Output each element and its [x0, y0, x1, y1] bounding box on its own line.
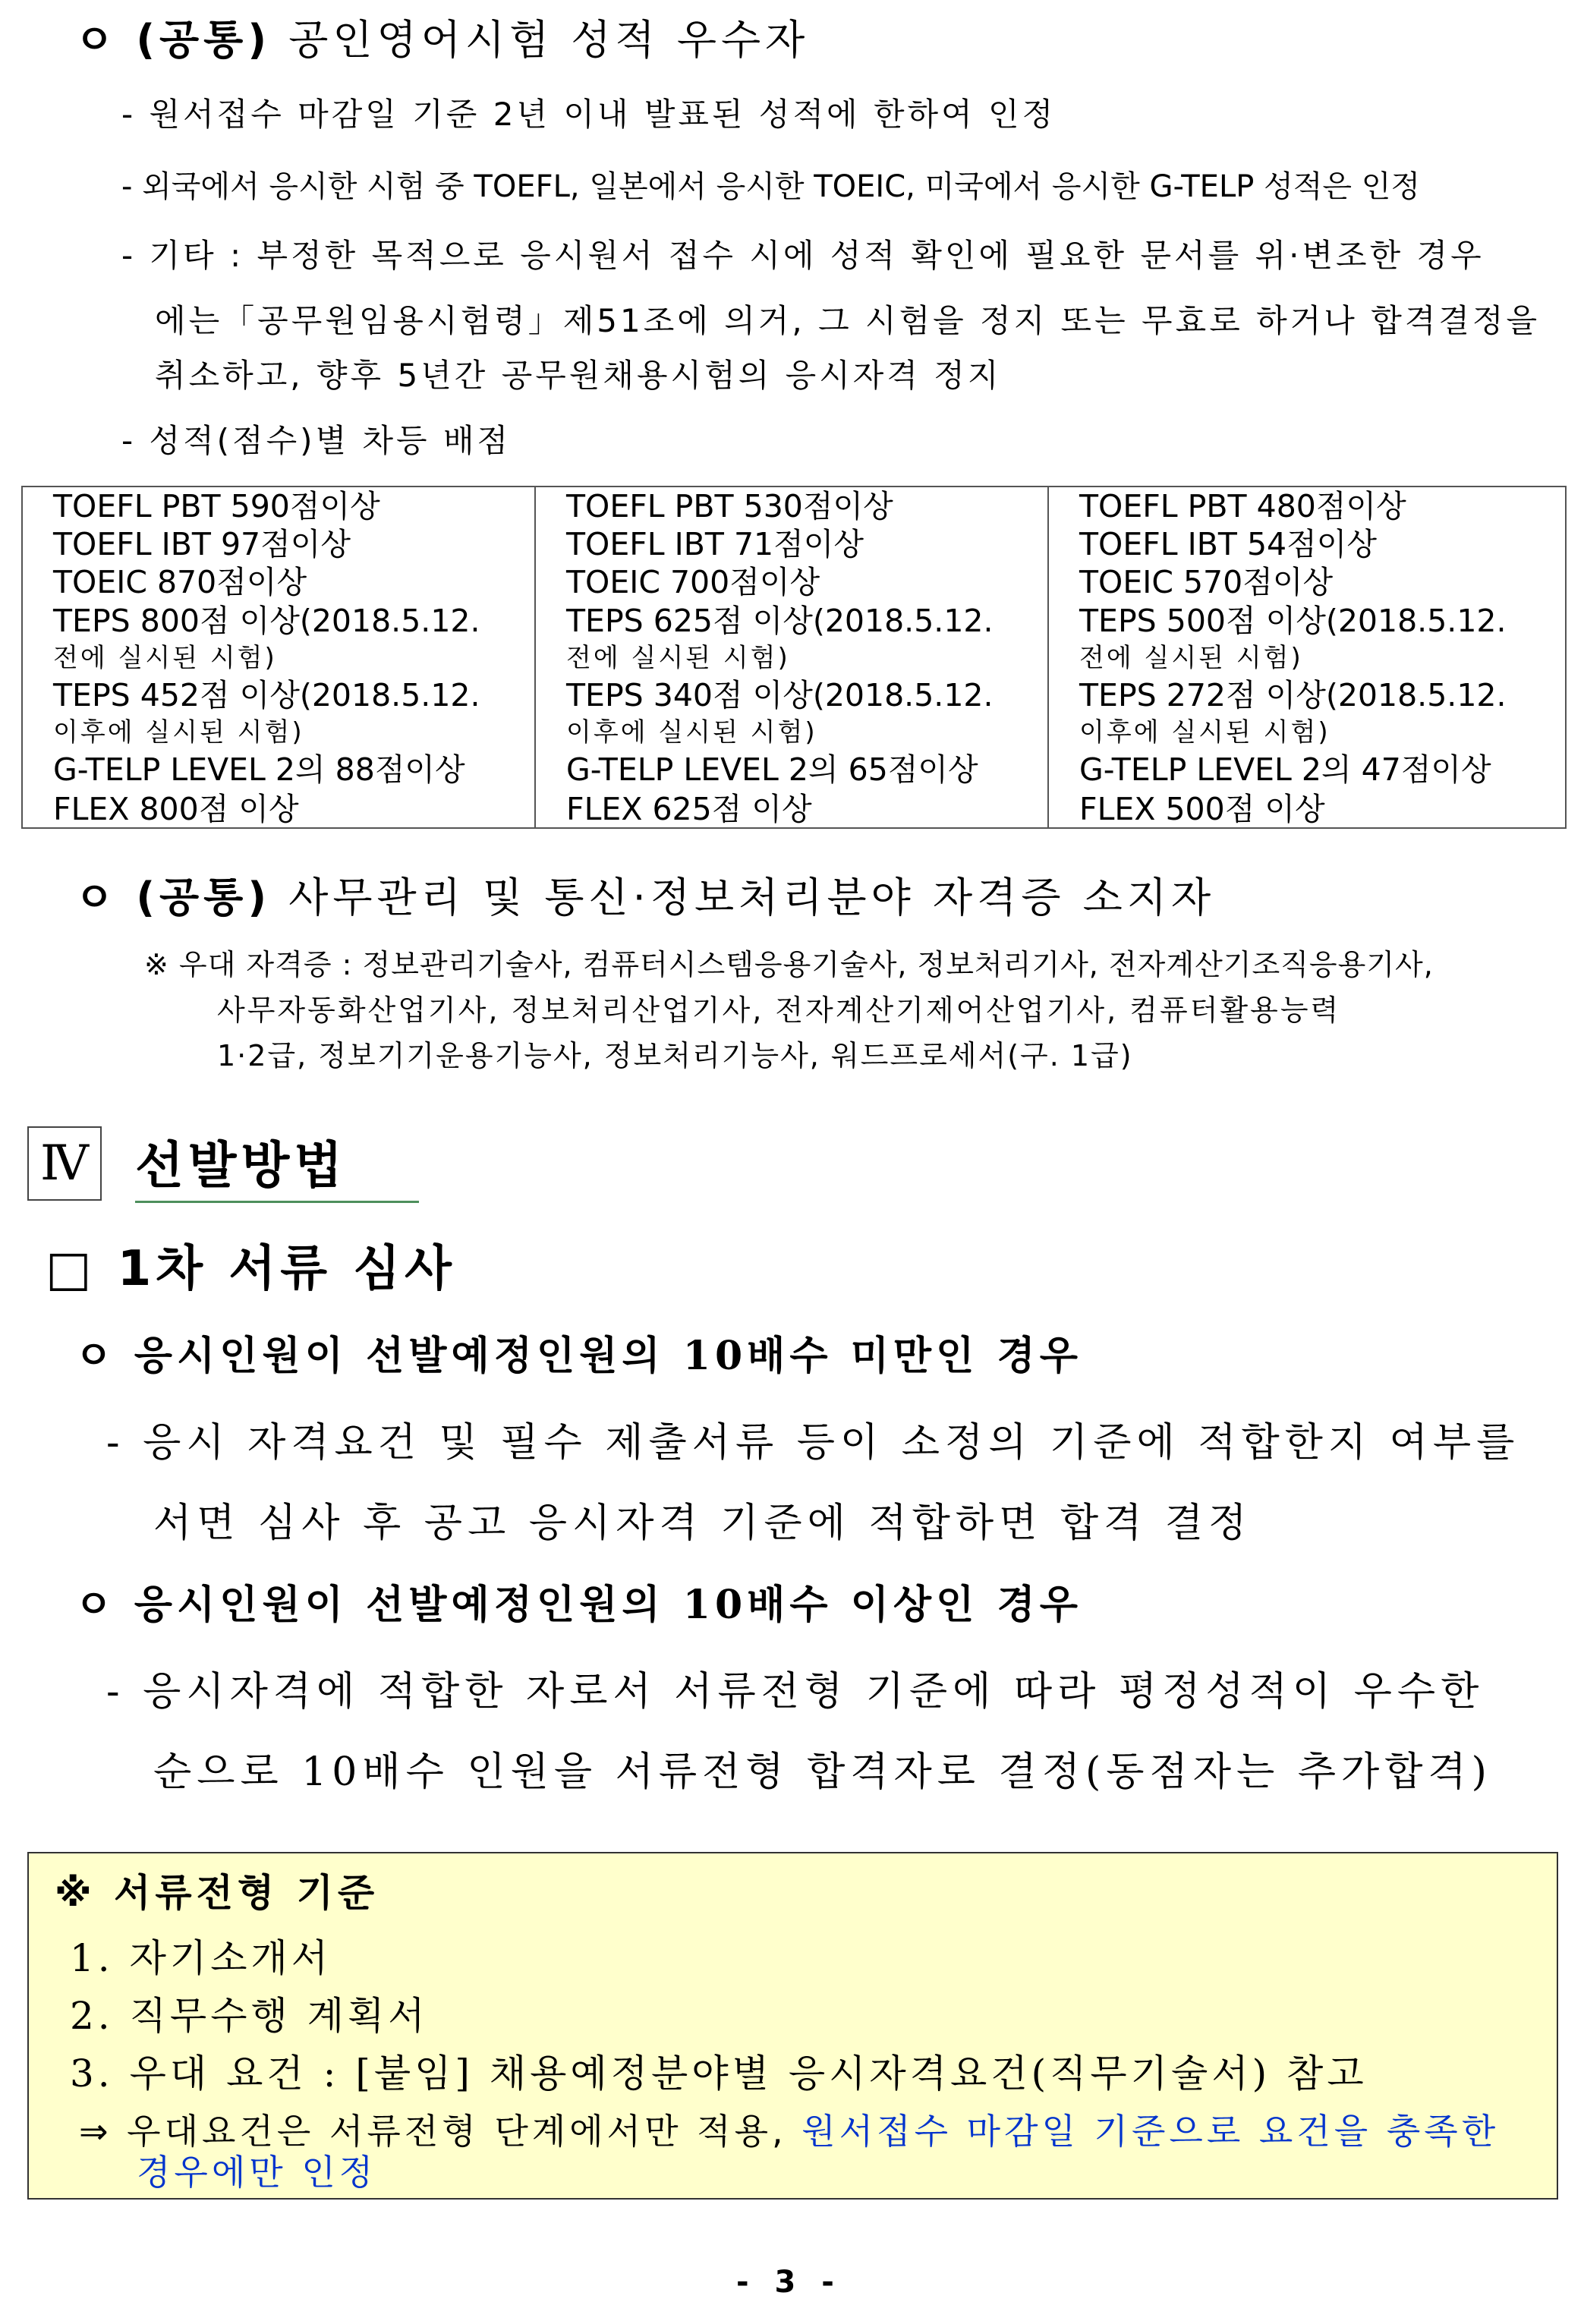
bullet-line: - 외국에서 응시한 시험 중 TOEFL, 일본에서 응시한 TOEIC, 미국에서 응시한 G-TELP 성적은 인정 — [121, 169, 1420, 204]
case-heading — [74, 1573, 1082, 1630]
score-cell: G-TELP LEVEL 2의 47점이상 — [1079, 751, 1491, 788]
score-cell: 이후에 실시된 시험) — [1079, 717, 1330, 748]
score-cell: TOEIC 700점이상 — [566, 564, 820, 600]
score-column-3 — [1049, 487, 1568, 829]
bullet-line: - 성적(점수)별 차등 배점 — [121, 422, 512, 459]
score-cell: TEPS 272점 이상(2018.5.12. — [1079, 677, 1507, 713]
section-title-underline — [135, 1201, 419, 1203]
bullet-line: - 원서접수 마감일 기준 2년 이내 발표된 성적에 한하여 인정 — [121, 96, 1057, 133]
score-cell: TOEFL PBT 590점이상 — [53, 488, 380, 524]
score-cell: TEPS 800점 이상(2018.5.12. — [53, 603, 480, 639]
score-cell: TOEFL IBT 71점이상 — [566, 526, 864, 562]
case-line: 순으로 10배수 인원을 서류전형 합격자로 결정(동점자는 추가합격) — [153, 1749, 1492, 1795]
score-cell: 전에 실시된 시험) — [1079, 643, 1303, 673]
score-cell: TEPS 625점 이상(2018.5.12. — [566, 603, 994, 639]
score-cell: FLEX 625점 이상 — [566, 791, 812, 827]
score-cell: 이후에 실시된 시험) — [53, 717, 304, 748]
case-line: - 응시자격에 적합한 자로서 서류전형 기준에 따라 평정성적이 우수한 — [106, 1669, 1485, 1715]
score-column-1 — [23, 487, 536, 829]
heading-text: 공인영어시험 성적 우수자 — [288, 16, 810, 64]
criteria-item: 2. 직무수행 계획서 — [70, 1994, 429, 2038]
certificate-note-line: 1·2급, 정보기기운용기능사, 정보처리기능사, 워드프로세서(구. 1급) — [217, 1039, 1133, 1072]
score-cell: 전에 실시된 시험) — [53, 643, 277, 673]
score-column-2 — [536, 487, 1049, 829]
score-cell: FLEX 800점 이상 — [53, 791, 299, 827]
bullet-line: 취소하고, 향후 5년간 공무원채용시험의 응시자격 정지 — [155, 357, 1002, 394]
case-line: 서면 심사 후 공고 응시자격 기준에 적합하면 합격 결정 — [153, 1501, 1252, 1546]
case-line: - 응시 자격요건 및 필수 제출서류 등이 소정의 기준에 적합한지 여부를 — [106, 1420, 1520, 1466]
score-cell: TOEFL PBT 530점이상 — [566, 488, 893, 524]
heading-tag: (공통) — [136, 16, 272, 64]
heading-bullet: ㅇ — [74, 874, 119, 921]
case-title: 응시인원이 선발예정인원의 10배수 이상인 경우 — [134, 1582, 1082, 1628]
score-cell: TOEFL PBT 480점이상 — [1079, 488, 1406, 524]
score-cell: TOEFL IBT 97점이상 — [53, 526, 351, 562]
section-title: 선발방법 — [135, 1136, 348, 1195]
criteria-note-highlight: 경우에만 인정 — [137, 2152, 377, 2193]
criteria-note-highlight: 원서접수 마감일 기준으로 요건을 충족한 — [801, 2111, 1500, 2152]
section-number-box — [27, 1126, 102, 1201]
score-cell: TOEIC 570점이상 — [1079, 564, 1334, 600]
score-cell: TEPS 452점 이상(2018.5.12. — [53, 677, 480, 713]
score-cell: TOEFL IBT 54점이상 — [1079, 526, 1377, 562]
heading-bullet: ㅇ — [74, 1582, 118, 1628]
certificate-note-line: 사무자동화산업기사, 정보처리산업기사, 전자계산기제어산업기사, 컴퓨터활용능력 — [217, 994, 1341, 1027]
criteria-note-plain: ⇒ 우대요건은 서류전형 단계에서만 적용, — [79, 2111, 802, 2152]
score-cell: 이후에 실시된 시험) — [566, 717, 817, 748]
score-cell: TEPS 500점 이상(2018.5.12. — [1079, 603, 1507, 639]
score-cell: TEPS 340점 이상(2018.5.12. — [566, 677, 994, 713]
criteria-item: 1. 자기소개서 — [70, 1936, 332, 1980]
score-cell: TOEIC 870점이상 — [53, 564, 307, 600]
score-table — [21, 486, 1567, 829]
bullet-line: - 기타 : 부정한 목적으로 응시원서 접수 시에 성적 확인에 필요한 문서를 위·변조한 경우 — [121, 237, 1485, 274]
criteria-item: 3. 우대 요건 : [붙임] 채용예정분야별 응시자격요건(직무기술서) 참고 — [70, 2052, 1368, 2096]
score-cell: FLEX 500점 이상 — [1079, 791, 1325, 827]
english-exam-heading — [74, 8, 809, 66]
heading-bullet: ㅇ — [74, 1334, 118, 1379]
bullet-line: 에는「공무원임용시험령」제51조에 의거, 그 시험을 정지 또는 무효로 하거나 합격결정을 — [155, 302, 1541, 339]
heading-bullet: ㅇ — [74, 16, 119, 64]
page-number: - 3 - — [736, 2265, 842, 2300]
certificate-note-line: ※ 우대 자격증 : 정보관리기술사, 컴퓨터시스템응용기술사, 정보처리기사, 전자계산기조직응용기사, — [144, 948, 1434, 981]
score-cell: G-TELP LEVEL 2의 65점이상 — [566, 751, 978, 788]
criteria-title: ※ 서류전형 기준 — [55, 1871, 379, 1915]
case-title: 응시인원이 선발예정인원의 10배수 미만인 경우 — [134, 1333, 1082, 1379]
score-cell: 전에 실시된 시험) — [566, 643, 790, 673]
section-number: Ⅳ — [40, 1135, 89, 1192]
heading-tag: (공통) — [136, 874, 272, 921]
sub-section-title: □ 1차 서류 심사 — [46, 1241, 456, 1297]
certificate-heading — [74, 865, 1215, 924]
case-heading — [74, 1324, 1082, 1381]
heading-text: 사무관리 및 통신·정보처리분야 자격증 소지자 — [288, 874, 1216, 921]
score-cell: G-TELP LEVEL 2의 88점이상 — [53, 751, 465, 788]
